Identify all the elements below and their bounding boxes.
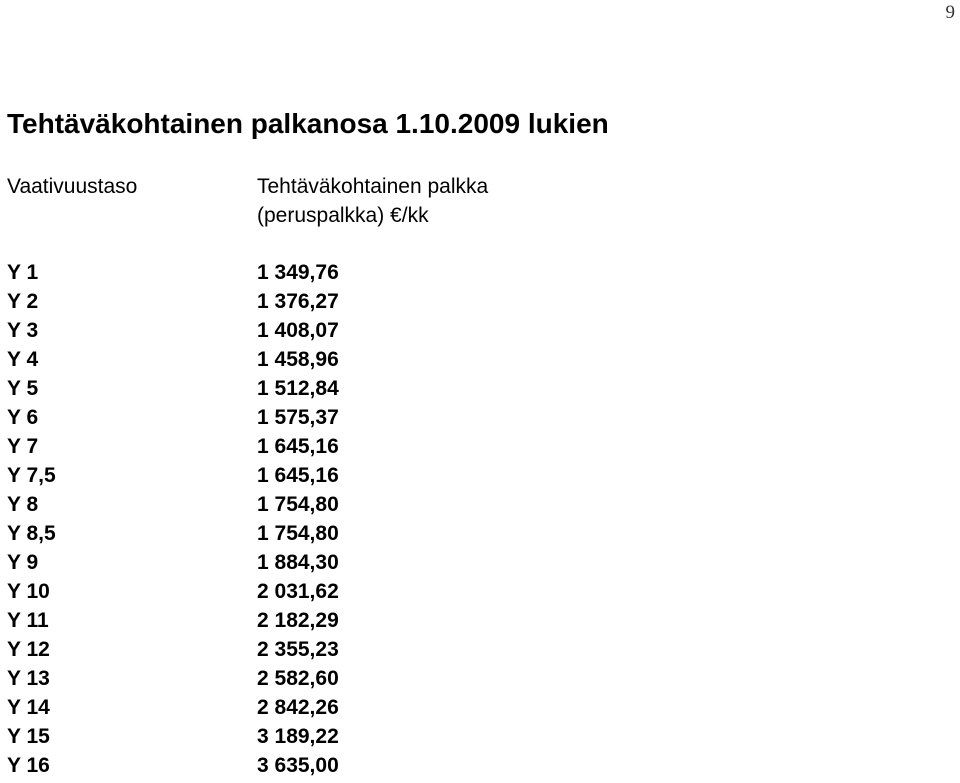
table-row (0, 635, 960, 664)
salary-cell: 1 645,16 (257, 435, 339, 458)
column-header-level: Vaativuustaso (7, 175, 138, 198)
level-cell: Y 16 (7, 754, 50, 777)
level-cell: Y 3 (7, 319, 39, 342)
table-row (0, 664, 960, 693)
salary-cell: 1 575,37 (257, 406, 339, 429)
salary-cell: 1 349,76 (257, 261, 339, 284)
table-row (0, 287, 960, 316)
level-cell: Y 7,5 (7, 464, 56, 487)
table-row (0, 751, 960, 780)
salary-cell: 3 635,00 (257, 754, 339, 777)
salary-cell: 1 645,16 (257, 464, 339, 487)
level-cell: Y 8 (7, 493, 39, 516)
level-cell: Y 6 (7, 406, 39, 429)
table-row (0, 345, 960, 374)
level-cell: Y 9 (7, 551, 39, 574)
table-row (0, 432, 960, 461)
salary-cell: 3 189,22 (257, 725, 339, 748)
table-row (0, 403, 960, 432)
salary-cell: 2 031,62 (257, 580, 339, 603)
salary-table (0, 258, 960, 780)
column-header-salary-line1: Tehtäväkohtainen palkka (257, 175, 489, 198)
level-cell: Y 4 (7, 348, 39, 371)
level-cell: Y 14 (7, 696, 50, 719)
salary-cell: 1 754,80 (257, 522, 339, 545)
level-cell: Y 8,5 (7, 522, 56, 545)
level-cell: Y 5 (7, 377, 39, 400)
level-cell: Y 7 (7, 435, 39, 458)
salary-cell: 1 754,80 (257, 493, 339, 516)
column-header-salary-line2: (peruspalkka) €/kk (257, 204, 429, 227)
salary-cell: 2 582,60 (257, 667, 339, 690)
salary-cell: 1 376,27 (257, 290, 339, 313)
level-cell: Y 1 (7, 261, 39, 284)
salary-cell: 1 408,07 (257, 319, 339, 342)
page-title: Tehtäväkohtainen palkanosa 1.10.2009 lukien (7, 108, 609, 139)
level-cell: Y 15 (7, 725, 50, 748)
table-row (0, 548, 960, 577)
table-row (0, 316, 960, 345)
table-row (0, 374, 960, 403)
level-cell: Y 10 (7, 580, 50, 603)
table-row (0, 258, 960, 287)
salary-cell: 1 512,84 (257, 377, 339, 400)
salary-cell: 2 182,29 (257, 609, 339, 632)
table-row (0, 693, 960, 722)
salary-cell: 2 842,26 (257, 696, 339, 719)
table-row (0, 577, 960, 606)
page-number: 9 (945, 2, 955, 23)
table-row (0, 519, 960, 548)
level-cell: Y 12 (7, 638, 50, 661)
column-header-salary (257, 172, 488, 230)
level-cell: Y 2 (7, 290, 39, 313)
salary-cell: 1 458,96 (257, 348, 339, 371)
table-row (0, 722, 960, 751)
table-row (0, 606, 960, 635)
salary-cell: 1 884,30 (257, 551, 339, 574)
level-cell: Y 13 (7, 667, 50, 690)
level-cell: Y 11 (7, 609, 49, 632)
table-row (0, 461, 960, 490)
table-row (0, 490, 960, 519)
salary-cell: 2 355,23 (257, 638, 339, 661)
